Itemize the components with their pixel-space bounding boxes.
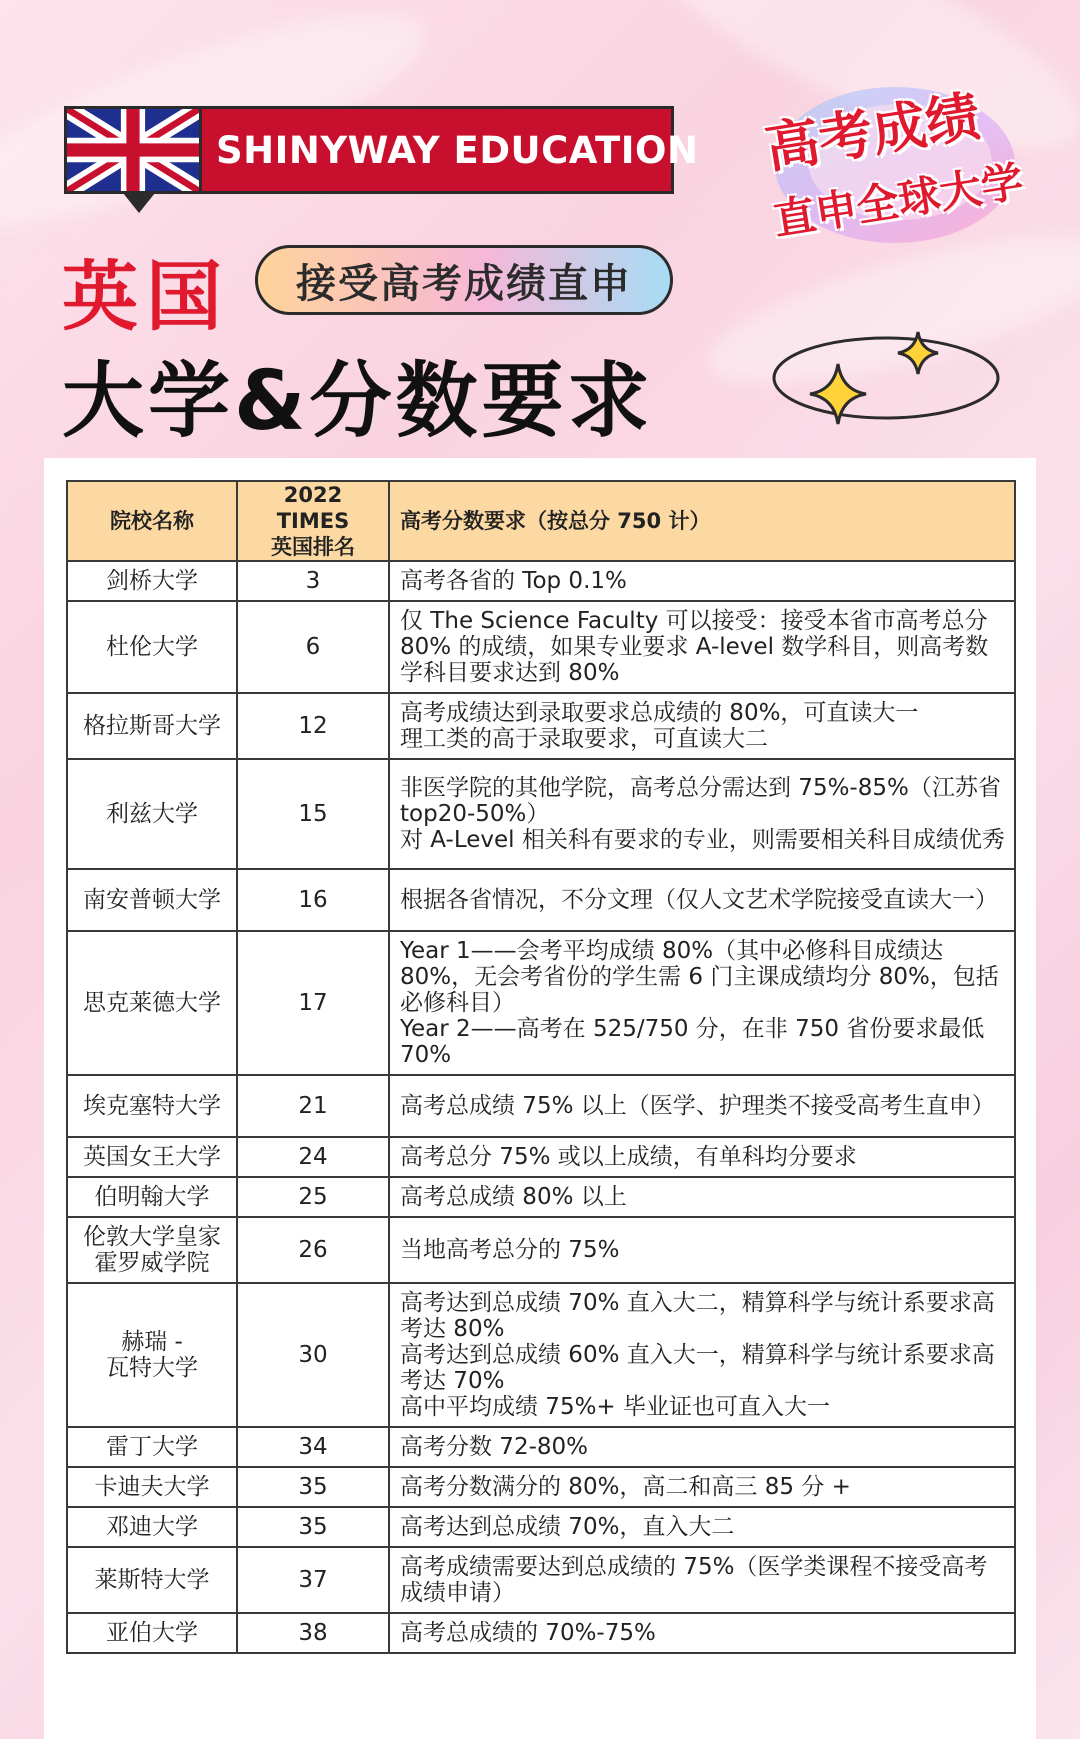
table-row	[67, 1507, 1015, 1547]
requirement-cell: 非医学院的其他学院，高考总分需达到 75%-85%（江苏省 top20-50%） 对 A-Level 相关科有要求的专业，则需要相关科目成绩优秀	[389, 759, 1015, 869]
requirement-cell: 高考总成绩 75% 以上（医学、护理类不接受高考生直申）	[389, 1075, 1015, 1137]
rank-cell: 38	[237, 1613, 389, 1653]
table-row	[67, 1467, 1015, 1507]
rank-cell: 34	[237, 1427, 389, 1467]
requirement-cell: 高考达到总成绩 70%，直入大二	[389, 1507, 1015, 1547]
rank-cell: 37	[237, 1547, 389, 1613]
table-row	[67, 1427, 1015, 1467]
requirement-cell: 高考各省的 Top 0.1%	[389, 561, 1015, 601]
rank-cell: 16	[237, 869, 389, 931]
table-row	[67, 601, 1015, 693]
requirements-table	[66, 480, 1016, 1654]
school-name-cell: 亚伯大学	[67, 1613, 237, 1653]
rank-cell: 35	[237, 1467, 389, 1507]
requirement-cell: 高考总分 75% 或以上成绩，有单科均分要求	[389, 1137, 1015, 1177]
requirement-cell: 当地高考总分的 75%	[389, 1217, 1015, 1283]
table-row	[67, 1547, 1015, 1613]
school-name-cell: 埃克塞特大学	[67, 1075, 237, 1137]
brand-banner	[64, 106, 699, 194]
title-country: 英国	[62, 252, 230, 341]
rank-cell: 26	[237, 1217, 389, 1283]
rank-cell: 25	[237, 1177, 389, 1217]
rank-cell: 30	[237, 1283, 389, 1427]
school-name-cell: 雷丁大学	[67, 1427, 237, 1467]
rank-cell: 3	[237, 561, 389, 601]
table-row	[67, 1177, 1015, 1217]
table-row	[67, 1075, 1015, 1137]
rank-cell: 15	[237, 759, 389, 869]
table-row	[67, 1217, 1015, 1283]
requirement-cell: 根据各省情况，不分文理（仅人文艺术学院接受直读大一）	[389, 869, 1015, 931]
school-name-cell: 赫瑞 - 瓦特大学	[67, 1283, 237, 1427]
school-name-cell: 伯明翰大学	[67, 1177, 237, 1217]
rank-cell: 35	[237, 1507, 389, 1547]
requirement-cell: 高考总成绩的 70%-75%	[389, 1613, 1015, 1653]
table-row	[67, 1137, 1015, 1177]
stamp-line-1: 高考成绩	[761, 84, 985, 181]
school-name-cell: 邓迪大学	[67, 1507, 237, 1547]
uk-flag-icon	[67, 109, 202, 191]
title-pill: 接受高考成绩直申	[255, 245, 673, 315]
rank-cell: 12	[237, 693, 389, 759]
requirement-cell: 高考成绩需要达到总成绩的 75%（医学类课程不接受高考成绩申请）	[389, 1547, 1015, 1613]
rank-cell: 24	[237, 1137, 389, 1177]
school-name-cell: 伦敦大学皇家 霍罗威学院	[67, 1217, 237, 1283]
table-row	[67, 561, 1015, 601]
requirement-cell: 高考成绩达到录取要求总成绩的 80%，可直读大一 理工类的高于录取要求，可直读大二	[389, 693, 1015, 759]
table-row	[67, 1283, 1015, 1427]
requirement-cell: 高考达到总成绩 70% 直入大二，精算科学与统计系要求高考达 80% 高考达到总成绩 60% 直入大一，精算科学与统计系要求高考达 70% 高中平均成绩 75%+ 毕业证也可直入大一	[389, 1283, 1015, 1427]
table-row	[67, 759, 1015, 869]
table-header-row	[67, 481, 1015, 561]
requirements-card	[44, 458, 1036, 1739]
rank-cell: 6	[237, 601, 389, 693]
school-name-cell: 英国女王大学	[67, 1137, 237, 1177]
school-name-cell: 利兹大学	[67, 759, 237, 869]
rank-cell: 21	[237, 1075, 389, 1137]
table-row	[67, 1613, 1015, 1653]
table-row	[67, 869, 1015, 931]
table-row	[67, 693, 1015, 759]
rank-cell: 17	[237, 931, 389, 1075]
requirement-cell: Year 1——会考平均成绩 80%（其中必修科目成绩达 80%，无会考省份的学生需 6 门主课成绩均分 80%，包括必修科目） Year 2——高考在 525/750 分，在非 750 省份要求最低 70%	[389, 931, 1015, 1075]
header-school: 院校名称	[67, 481, 237, 561]
requirement-cell: 仅 The Science Faculty 可以接受：接受本省市高考总分 80% 的成绩，如果专业要求 A-level 数学科目，则高考数学科目要求达到 80%	[389, 601, 1015, 693]
page-title: 大学&分数要求	[62, 354, 654, 449]
header-requirement: 高考分数要求（按总分 750 计）	[389, 481, 1015, 561]
promo-stamp	[760, 70, 1030, 260]
school-name-cell: 莱斯特大学	[67, 1547, 237, 1613]
sparkle-icon	[810, 364, 866, 424]
header-rank: 2022 TIMES 英国排名	[237, 481, 389, 561]
school-name-cell: 南安普顿大学	[67, 869, 237, 931]
school-name-cell: 格拉斯哥大学	[67, 693, 237, 759]
brand-name: SHINYWAY EDUCATION	[216, 128, 699, 172]
requirement-cell: 高考分数满分的 80%，高二和高三 85 分 +	[389, 1467, 1015, 1507]
requirement-cell: 高考分数 72-80%	[389, 1427, 1015, 1467]
school-name-cell: 卡迪夫大学	[67, 1467, 237, 1507]
stamp-line-2: 直申全球大学	[770, 156, 1027, 245]
requirement-cell: 高考总成绩 80% 以上	[389, 1177, 1015, 1217]
sparkle-orbit-decoration	[766, 328, 1006, 438]
school-name-cell: 杜伦大学	[67, 601, 237, 693]
school-name-cell: 剑桥大学	[67, 561, 237, 601]
school-name-cell: 思克莱德大学	[67, 931, 237, 1075]
table-row	[67, 931, 1015, 1075]
